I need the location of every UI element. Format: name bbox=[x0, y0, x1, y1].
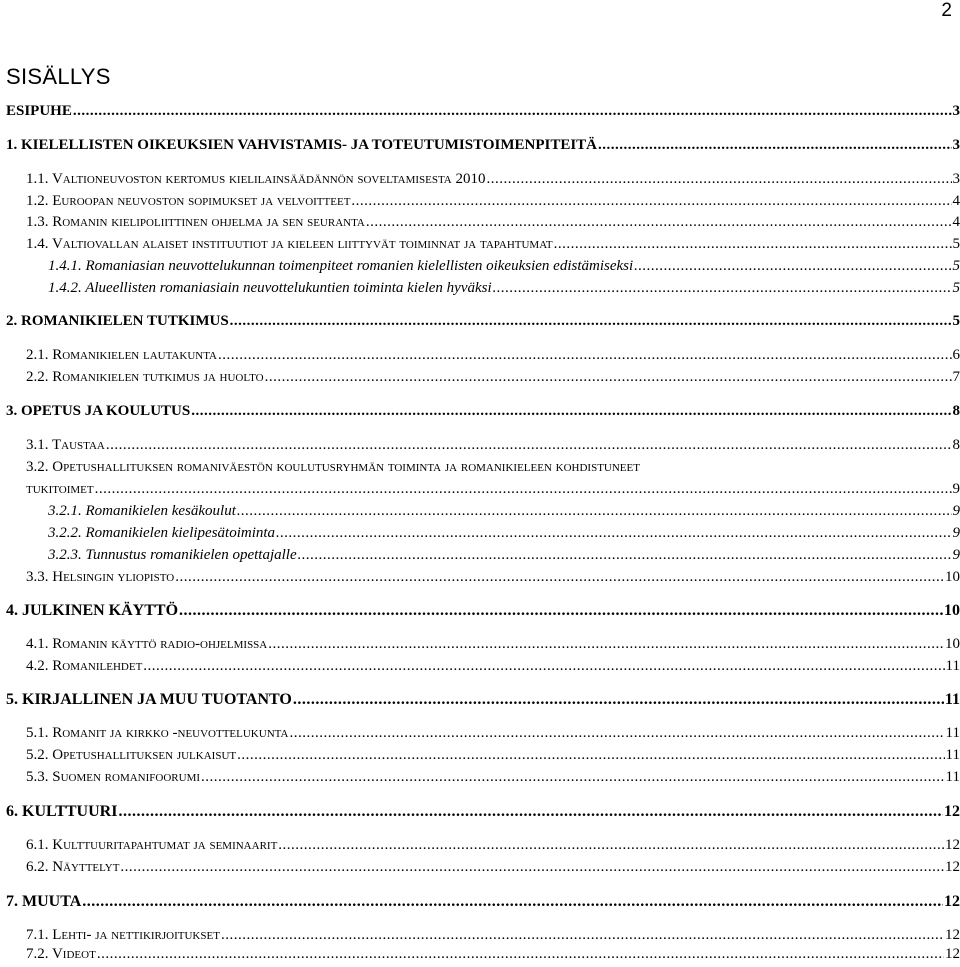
toc-entry-page: 12 bbox=[945, 859, 960, 875]
toc-entry-title: 1.4.2. Alueellisten romaniasiain neuvottelukuntien toiminta kielen hyväksi bbox=[48, 280, 492, 296]
toc-entry-title: 5.3. Suomen romanifoorumi bbox=[26, 769, 201, 785]
toc-entry-page: 12 bbox=[945, 946, 960, 962]
toc-heading: SISÄLLYS bbox=[6, 64, 111, 89]
toc-entry-page: 3 bbox=[952, 171, 960, 187]
toc-entry-3-1[interactable] bbox=[26, 437, 960, 454]
toc-entry-5-2[interactable] bbox=[26, 747, 960, 764]
toc-entry-chapter-3[interactable] bbox=[6, 403, 960, 420]
toc-entry-chapter-4[interactable] bbox=[6, 602, 960, 620]
toc-entry-3-2-2[interactable] bbox=[48, 525, 960, 542]
toc-entry-page: 5 bbox=[952, 280, 960, 296]
toc-entry-title: 2. ROMANIKIELEN TUTKIMUS bbox=[6, 313, 229, 329]
toc-entry-4-2[interactable] bbox=[26, 658, 960, 675]
toc-entry-title: 1.3. Romanin kielipoliittinen ohjelma ja sen seuranta bbox=[26, 214, 365, 230]
toc-entry-chapter-1[interactable] bbox=[6, 137, 960, 154]
toc-entry-page: 10 bbox=[945, 636, 960, 652]
toc-entry-title: 2.2. Romanikielen tutkimus ja huolto bbox=[26, 369, 264, 385]
toc-entry-page: 9 bbox=[952, 481, 960, 497]
toc-entry-title: 1.4.1. Romaniasian neuvottelukunnan toimenpiteet romanien kielellisten oikeuksien edistämiseksi bbox=[48, 258, 634, 274]
toc-entry-title: 7. MUUTA bbox=[6, 893, 82, 910]
toc-entry-page: 4 bbox=[952, 193, 960, 209]
toc-entry-1-2[interactable] bbox=[26, 193, 960, 210]
toc-entry-title: 5. KIRJALLINEN JA MUU TUOTANTO bbox=[6, 691, 292, 708]
toc-entry-page: 5 bbox=[952, 236, 960, 252]
toc-entry-title: 6. KULTTUURI bbox=[6, 803, 118, 820]
toc-entry-7-1[interactable] bbox=[26, 927, 960, 944]
toc-entry-page: 12 bbox=[945, 927, 960, 943]
toc-entry-chapter-6[interactable] bbox=[6, 803, 960, 821]
toc-entry-5-1[interactable] bbox=[26, 725, 960, 742]
toc-entry-2-2[interactable] bbox=[26, 369, 960, 386]
toc-entry-3-2[interactable] bbox=[26, 481, 960, 498]
toc-entry-page: 8 bbox=[952, 403, 960, 419]
toc-entry-3-3[interactable] bbox=[26, 569, 960, 586]
toc-entry-1-1[interactable] bbox=[26, 171, 960, 188]
toc-entry-title: 4. JULKINEN KÄYTTÖ bbox=[6, 602, 179, 619]
toc-entry-title: 3.2.3. Tunnustus romanikielen opettajalle bbox=[48, 547, 297, 563]
toc-entry-title: 5.1. Romanit ja kirkko -neuvottelukunta bbox=[26, 725, 289, 741]
toc-entry-6-2[interactable] bbox=[26, 859, 960, 876]
toc-entry-page: 11 bbox=[944, 691, 960, 708]
toc-entry-page: 12 bbox=[945, 837, 960, 853]
toc-entry-1-3[interactable] bbox=[26, 214, 960, 231]
toc-entry-1-4-1[interactable] bbox=[48, 258, 960, 275]
toc-entry-3-2-1[interactable] bbox=[48, 503, 960, 520]
toc-entry-1-4[interactable] bbox=[26, 236, 960, 253]
toc-entry-esipuhe[interactable] bbox=[6, 103, 960, 120]
toc-entry-title: 5.2. Opetushallituksen julkaisut bbox=[26, 747, 237, 763]
toc-entry-title: 3.2.2. Romanikielen kielipesätoiminta bbox=[48, 525, 276, 541]
page-number: 2 bbox=[941, 0, 952, 21]
toc-entry-page: 5 bbox=[952, 258, 960, 274]
toc-entry-page: 11 bbox=[945, 658, 960, 674]
toc-entry-chapter-5[interactable] bbox=[6, 691, 960, 709]
toc-entry-title: 6.2. Näyttelyt bbox=[26, 859, 120, 875]
toc-entry-title: 1.4. Valtiovallan alaiset instituutiot ja kieleen liittyvät toiminnat ja tapahtumat bbox=[26, 236, 553, 252]
toc-entry-title: 7.1. Lehti- ja nettikirjoitukset bbox=[26, 927, 220, 943]
toc-entry-title: tukitoimet bbox=[26, 481, 94, 497]
toc-entry-5-3[interactable] bbox=[26, 769, 960, 786]
toc-entry-page: 6 bbox=[952, 347, 960, 363]
toc-entry-6-1[interactable] bbox=[26, 837, 960, 854]
toc-entry-title: 3. OPETUS JA KOULUTUS bbox=[6, 403, 191, 419]
toc-entry-page: 11 bbox=[945, 747, 960, 763]
toc-entry-1-4-2[interactable] bbox=[48, 280, 960, 297]
toc-entry-page: 5 bbox=[952, 313, 960, 329]
toc-entry-page: 8 bbox=[952, 437, 960, 453]
toc-entry-2-1[interactable] bbox=[26, 347, 960, 364]
toc-entry-7-2[interactable] bbox=[26, 946, 960, 963]
toc-entry-chapter-7[interactable] bbox=[6, 893, 960, 911]
toc-entry-title: 1. KIELELLISTEN OIKEUKSIEN VAHVISTAMIS- JA TOTEUTUMISTOIMENPITEITÄ bbox=[6, 137, 598, 153]
toc-entry-title: 1.2. Euroopan neuvoston sopimukset ja velvoitteet bbox=[26, 193, 351, 209]
toc-entry-page: 9 bbox=[952, 525, 960, 541]
toc-entry-title: 2.1. Romanikielen lautakunta bbox=[26, 347, 217, 363]
toc-entry-title: 1.1. Valtioneuvoston kertomus kielilainsäädännön soveltamisesta 2010 bbox=[26, 171, 486, 187]
toc-entry-title: 7.2. Videot bbox=[26, 946, 96, 962]
toc-entry-title: 3.2.1. Romanikielen kesäkoulut bbox=[48, 503, 236, 519]
toc-entry-3-2-line1[interactable]: 3.2. Opetushallituksen romaniväestön koulutusryhmän toiminta ja romanikieleen kohdistuneet bbox=[26, 459, 640, 475]
toc-entry-title: 3.1. Taustaa bbox=[26, 437, 105, 453]
toc-entry-chapter-2[interactable] bbox=[6, 313, 960, 330]
toc-entry-title: ESIPUHE bbox=[6, 103, 72, 119]
toc-entry-title: 3.3. Helsingin yliopisto bbox=[26, 569, 175, 585]
toc-entry-page: 10 bbox=[945, 569, 960, 585]
toc-entry-page: 11 bbox=[945, 769, 960, 785]
toc-entry-title: 4.2. Romanilehdet bbox=[26, 658, 143, 674]
toc-entry-4-1[interactable] bbox=[26, 636, 960, 653]
toc-entry-page: 3 bbox=[952, 103, 960, 119]
toc-entry-page: 12 bbox=[944, 803, 960, 820]
toc-entry-page: 4 bbox=[952, 214, 960, 230]
toc-entry-title: 6.1. Kulttuuritapahtumat ja seminaarit bbox=[26, 837, 278, 853]
toc-entry-page: 3 bbox=[952, 137, 960, 153]
toc-entry-page: 10 bbox=[944, 602, 960, 619]
toc-entry-title: 4.1. Romanin käyttö radio-ohjelmissa bbox=[26, 636, 268, 652]
toc-entry-page: 9 bbox=[952, 547, 960, 563]
toc-entry-page: 9 bbox=[952, 503, 960, 519]
toc-entry-page: 11 bbox=[945, 725, 960, 741]
toc-entry-page: 7 bbox=[952, 369, 960, 385]
toc-entry-3-2-3[interactable] bbox=[48, 547, 960, 564]
toc-entry-page: 12 bbox=[944, 893, 960, 910]
